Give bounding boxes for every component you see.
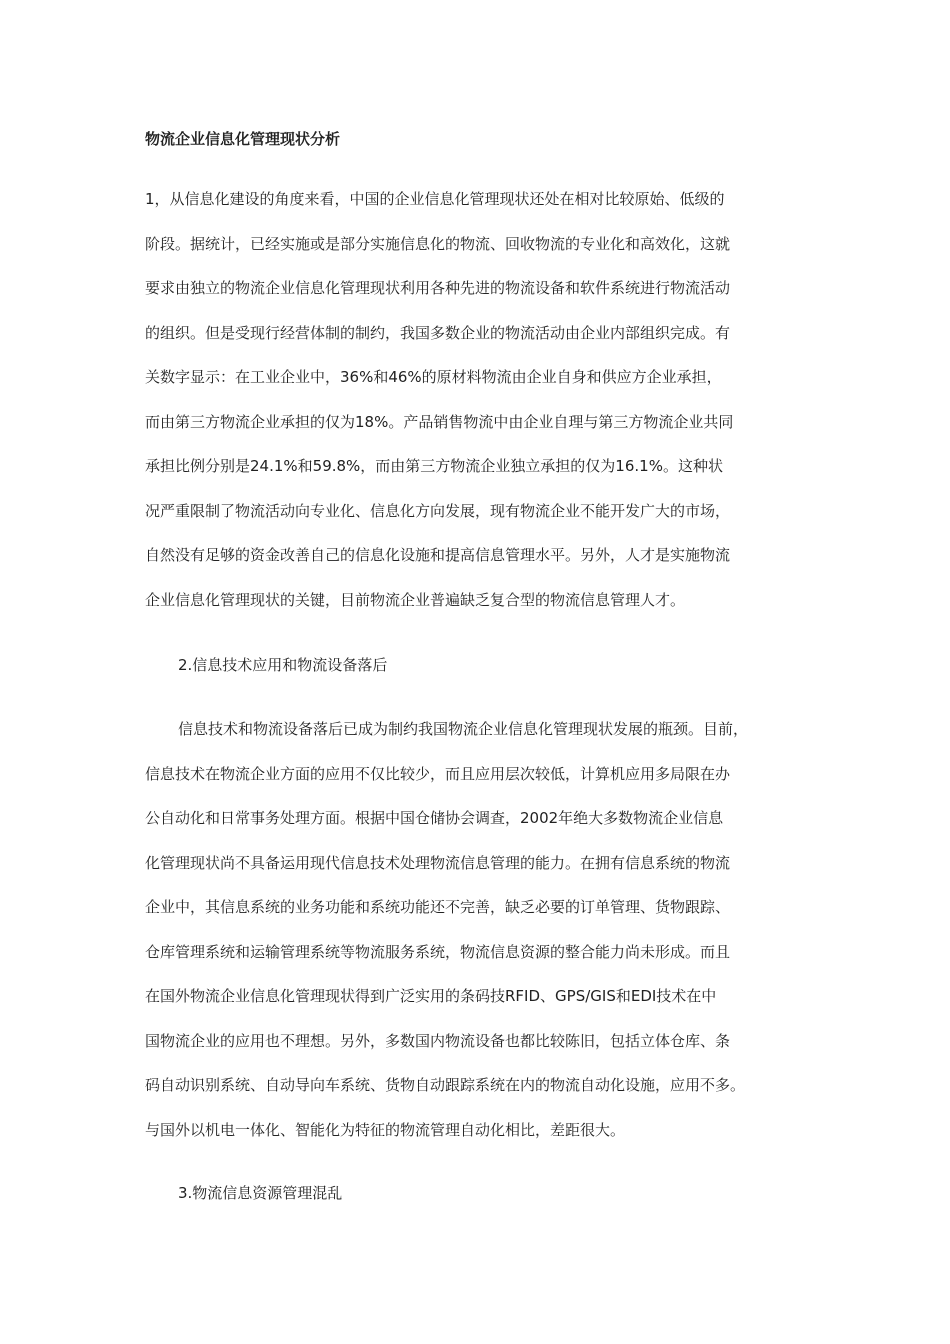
paragraph-line: 公自动化和日常事务处理方面。根据中国仓储协会调查，2002年绝大多数物流企业信息 [145,809,724,827]
paragraph-line: 企业信息化管理现状的关键，目前物流企业普遍缺乏复合型的物流信息管理人才。 [145,590,686,609]
paragraph-line: 的组织。但是受现行经营体制的制约，我国多数企业的物流活动由企业内部组织完成。有 [145,323,731,342]
paragraph-line: 仓库管理系统和运输管理系统等物流服务系统，物流信息资源的整合能力尚未形成。而且 [145,942,731,961]
paragraph-line: 信息技术和物流设备落后已成为制约我国物流企业信息化管理现状发展的瓶颈。目前， [178,720,749,738]
paragraph-line: 阶段。据统计，已经实施或是部分实施信息化的物流、回收物流的专业化和高效化，这就 [145,234,731,253]
section-heading: 2.信息技术应用和物流设备落后 [178,656,388,674]
paragraph-line: 在国外物流企业信息化管理现状得到广泛实用的条码技RFID、GPS/GIS和EDI技术在中 [145,987,717,1005]
section-heading: 3.物流信息资源管理混乱 [178,1184,343,1202]
paragraph-line: 企业中，其信息系统的业务功能和系统功能还不完善，缺乏必要的订单管理、货物跟踪、 [145,898,731,916]
paragraph-line: 化管理现状尚不具备运用现代信息技术处理物流信息管理的能力。在拥有信息系统的物流 [145,853,731,872]
paragraph-line: 信息技术在物流企业方面的应用不仅比较少，而且应用层次较低，计算机应用多局限在办 [145,764,731,783]
paragraph-line: 况严重限制了物流活动向专业化、信息化方向发展，现有物流企业不能开发广大的市场， [145,501,731,520]
section2-heading-block [145,643,387,688]
paragraph-line: 与国外以机电一体化、智能化为特征的物流管理自动化相比，差距很大。 [145,1120,626,1139]
paragraph-line: 要求由独立的物流企业信息化管理现状利用各种先进的物流设备和软件系统进行物流活动 [145,279,731,297]
paragraph-line: 码自动识别系统、自动导向车系统、货物自动跟踪系统在内的物流自动化设施，应用不多。 [145,1076,746,1094]
section2-paragraph [145,707,748,1152]
section1-paragraph [145,177,733,622]
paragraph-line: 关数字显示：在工业企业中，36%和46%的原材料物流由企业自身和供应方企业承担， [145,368,722,386]
paragraph-line: 1，从信息化建设的角度来看，中国的企业信息化管理现状还处在相对比较原始、低级的 [145,190,725,208]
section3-heading-block [145,1171,342,1216]
paragraph-line: 而由第三方物流企业承担的仅为18%。产品销售物流中由企业自理与第三方物流企业共同 [145,412,734,431]
paragraph-line: 自然没有足够的资金改善自己的信息化设施和提高信息管理水平。另外，人才是实施物流 [145,546,731,564]
paragraph-line: 国物流企业的应用也不理想。另外，多数国内物流设备也都比较陈旧，包括立体仓库、条 [145,1031,731,1050]
paragraph-line: 承担比例分别是24.1%和59.8%，而由第三方物流企业独立承担的仅为16.1%。这种状 [145,457,723,475]
document-title: 物流企业信息化管理现状分析 [145,130,341,148]
